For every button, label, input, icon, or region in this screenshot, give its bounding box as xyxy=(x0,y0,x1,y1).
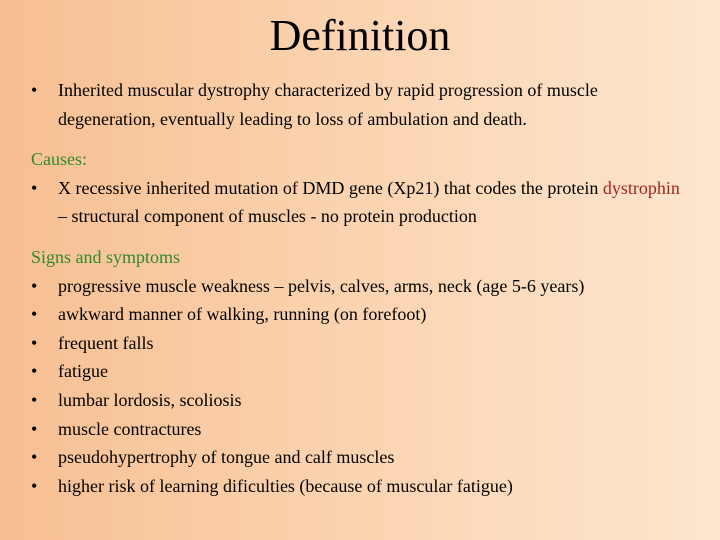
list-item xyxy=(31,357,691,386)
signs-item-text: pseudohypertrophy of tongue and calf muscles xyxy=(58,447,395,468)
list-item xyxy=(31,472,691,501)
causes-text-after: – structural component of muscles - no protein production xyxy=(58,206,477,227)
signs-list xyxy=(31,272,691,501)
signs-heading: Signs and symptoms xyxy=(31,246,181,267)
bullet-icon: • xyxy=(31,475,38,496)
causes-text-before: X recessive inherited mutation of DMD gene (Xp21) that codes the protein xyxy=(58,177,603,198)
signs-item-text: fatigue xyxy=(58,361,108,382)
bullet-icon: • xyxy=(31,275,38,296)
definition-text: Inherited muscular dystrophy characterized by rapid progression of muscle degeneration, eventually leading to loss of ambulation and death. xyxy=(58,80,598,129)
signs-item-text: muscle contractures xyxy=(58,418,202,439)
definition-item xyxy=(31,76,691,133)
list-item xyxy=(31,415,691,444)
bullet-icon: • xyxy=(31,418,38,439)
signs-item-text: progressive muscle weakness – pelvis, calves, arms, neck (age 5-6 years) xyxy=(58,275,585,296)
bullet-icon: • xyxy=(31,389,38,410)
slide-title: Definition xyxy=(269,11,451,60)
signs-item-text: lumbar lordosis, scoliosis xyxy=(58,389,242,410)
bullet-icon: • xyxy=(31,332,38,353)
bullet-icon: • xyxy=(31,177,38,198)
causes-text xyxy=(58,174,691,231)
signs-item-text: frequent falls xyxy=(58,332,154,353)
causes-section xyxy=(31,145,691,231)
dystrophin-highlight: dystrophin xyxy=(602,177,680,198)
bullet-icon: • xyxy=(31,447,38,468)
causes-item xyxy=(31,174,691,231)
list-item xyxy=(31,386,691,415)
signs-item-text: awkward manner of walking, running (on forefoot) xyxy=(58,304,427,325)
slide-content xyxy=(31,76,691,500)
bullet-icon: • xyxy=(31,304,38,325)
causes-heading: Causes: xyxy=(31,149,87,170)
list-item xyxy=(31,329,691,358)
signs-item-text: higher risk of learning dificulties (because of muscular fatigue) xyxy=(58,475,513,496)
list-item xyxy=(31,300,691,329)
bullet-icon: • xyxy=(31,361,38,382)
bullet-icon: • xyxy=(31,80,38,100)
signs-section xyxy=(31,243,691,500)
list-item xyxy=(31,272,691,301)
list-item xyxy=(31,443,691,472)
